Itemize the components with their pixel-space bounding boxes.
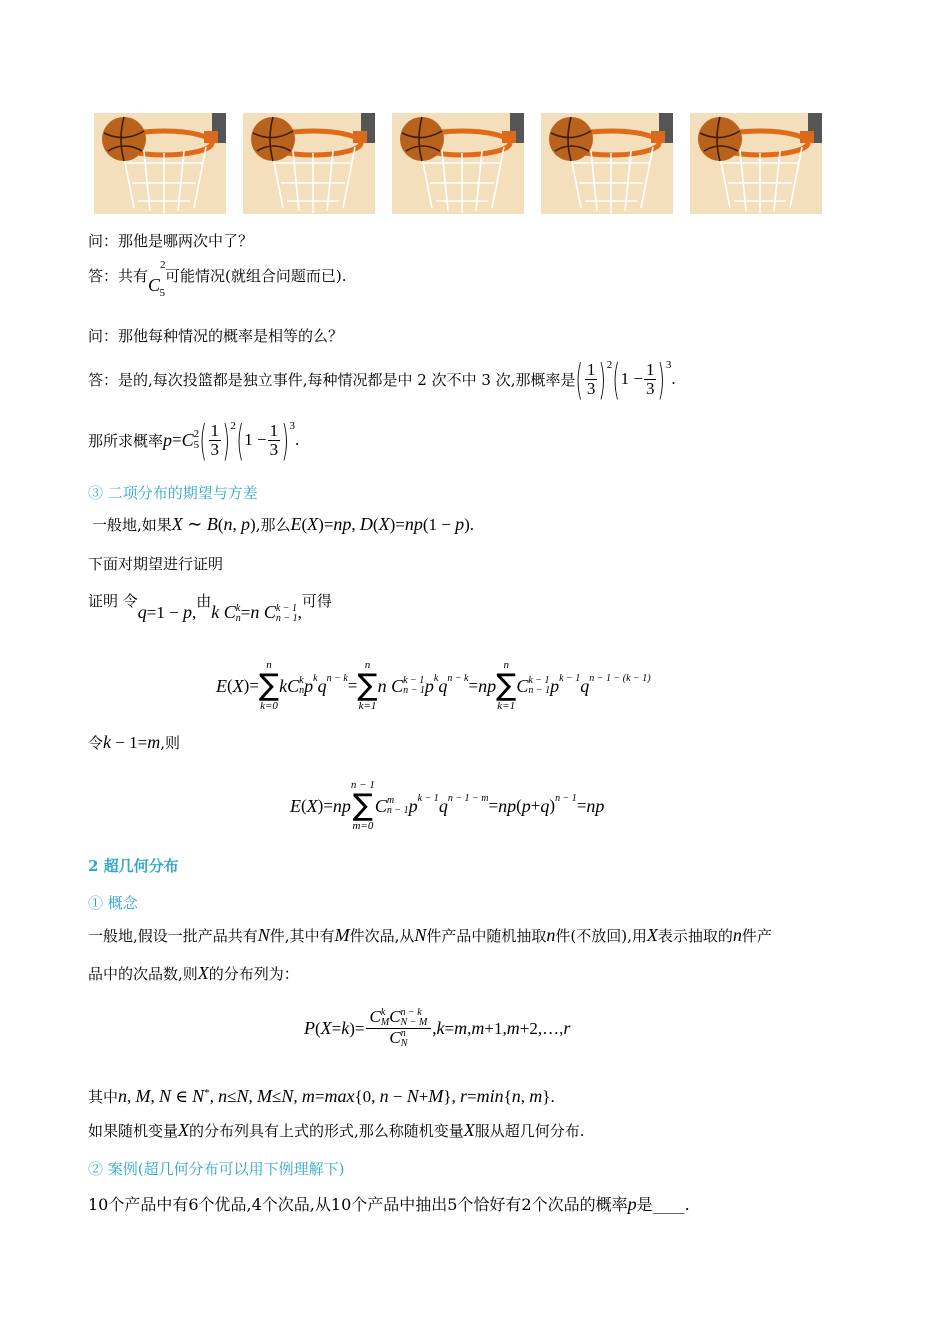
answer-3: [88, 414, 299, 466]
proof-setup: 证明 令q=1 − p,由k C k n =n C k − 1 n − 1 ,可得: [88, 592, 332, 624]
section-heading-hypergeometric: 2 超几何分布: [88, 857, 179, 875]
case-text: 10个产品中有6个优品,4个次品,从10个产品中抽出5个恰好有2个次品的概率: [88, 1195, 628, 1214]
formula-final-probability: p = C 2 5 ( $\frac{1}{3}$ ) $^2$ ( 1 − $\frac{1}{3}$ ) $^3$ .: [163, 415, 300, 465]
proof-intro: 下面对期望进行证明: [88, 555, 224, 573]
question-1: 问：那他是哪两次中了？: [88, 232, 254, 250]
statement-mid: ,那么: [255, 516, 291, 534]
where-prefix: 其中: [88, 1088, 119, 1106]
subheading-concept: ① 概念: [88, 894, 138, 912]
statement-prefix: 一般地,如果: [92, 516, 172, 534]
concept-text-f: 表示抽取的: [657, 927, 733, 945]
basketball-hoop-image: [392, 113, 524, 214]
proof-label: 证明 令: [88, 592, 138, 610]
concept-text-i: 的分布列为：: [208, 965, 299, 983]
answer-1: [88, 259, 347, 299]
formula-probability: ( $\frac{1}{3}$ ) $^2$ ( 1 − $\frac{1}{3}$ ) $^3$ .: [575, 354, 676, 404]
concept-text-a: 一般地,假设一批产品共有: [88, 927, 258, 945]
definition-text-c: 服从超几何分布.: [474, 1122, 585, 1140]
conditions-line: 其中n, M, N ∈ N*, n≤N, M≤N, m=max{0, n − N+M}, r=min{n, m}.: [88, 1086, 555, 1106]
case-is: 是: [636, 1195, 653, 1214]
question-2: 问：那他每种情况的概率是相等的么？: [88, 327, 344, 345]
substitution-line: 令k − 1=m,则: [88, 732, 180, 752]
basketball-hoop-image: [690, 113, 822, 214]
subheading-case: ② 案例(超几何分布可以用下例理解下): [88, 1160, 345, 1178]
definition-text-a: 如果随机变量: [88, 1122, 179, 1140]
concept-text-c: 件次品,从: [349, 927, 415, 945]
concept-text-d: 件产品中随机抽取: [426, 927, 547, 945]
concept-text-h: 品中的次品数,则: [88, 965, 198, 983]
concept-line-1: 一般地,假设一批产品共有N件,其中有M件次品,从N件产品中随机抽取n件(不放回),用X表示抽取的n件产: [88, 925, 772, 945]
answer-1-prefix: 答：共有: [88, 267, 149, 285]
let-prefix: 令: [88, 734, 104, 752]
binomial-statement: 一般地,如果X ∼ B(n, p),那么E(X)=np, D(X)=np(1 − p).: [92, 514, 474, 534]
answer-2-text: 答：是的,每次投篮都是独立事件,每种情况都是中 2 次不中 3 次,那概率是: [88, 370, 576, 389]
case-problem: 10个产品中有6个优品,4个次品,从10个产品中抽出5个恰好有2个次品的概率p是____.: [88, 1194, 690, 1214]
concept-line-2: 品中的次品数,则X的分布列为：: [88, 963, 299, 983]
concept-text-b: 件,其中有: [269, 927, 335, 945]
expectation-result-formula: E ( X )= np n − 1 ∑ m=0 C m n − 1 p $^{k - 1}$ q $^{n - 1 - m}$ = np ( p + q ) $^{n - 1}$ = np: [290, 779, 605, 832]
basketball-hoop-image: [541, 113, 673, 214]
formula-binomial: X ∼ B: [171, 514, 218, 534]
answer-1-suffix: 可能情况(就组合问题而已).: [165, 267, 347, 285]
answer-blank: ____: [652, 1195, 685, 1214]
let-suffix: ,则: [160, 734, 180, 752]
section-heading-expectation-variance: ③ 二项分布的期望与方差: [88, 484, 258, 502]
proof-get: 可得: [301, 592, 332, 610]
basketball-hoop-image: [94, 113, 226, 214]
concept-text-e: 件(不放回),用: [555, 927, 647, 945]
expectation-derivation-formula: E ( X )= n ∑ k=0 kC k n p $^k$ q $^{n - k}$ = n ∑ k=1 n C k − 1 n − 1 p $^k$ q $^{n - k}$ = np n ∑ k=1 C k − 1 n − 1 p $^{k - 1}$ q $^{n - 1 - (k - 1)}$: [216, 659, 651, 712]
concept-text-g: 件产: [741, 927, 772, 945]
answer-3-text: 那所求概率: [88, 431, 164, 450]
definition-line: 如果随机变量X的分布列具有上式的形式,那么称随机变量X服从超几何分布.: [88, 1120, 585, 1140]
proof-by: 由: [196, 592, 212, 610]
basketball-hoop-image: [243, 113, 375, 214]
answer-2: [88, 355, 676, 403]
hypergeometric-formula: P ( X = k )= C k M C n − k N − M C n N , k = m , m +1, m +2,…, r: [304, 1007, 571, 1050]
case-period: .: [684, 1195, 690, 1214]
definition-text-b: 的分布列具有上式的形式,那么称随机变量: [189, 1122, 464, 1140]
formula-c52: $C^2_5$: [148, 259, 166, 299]
